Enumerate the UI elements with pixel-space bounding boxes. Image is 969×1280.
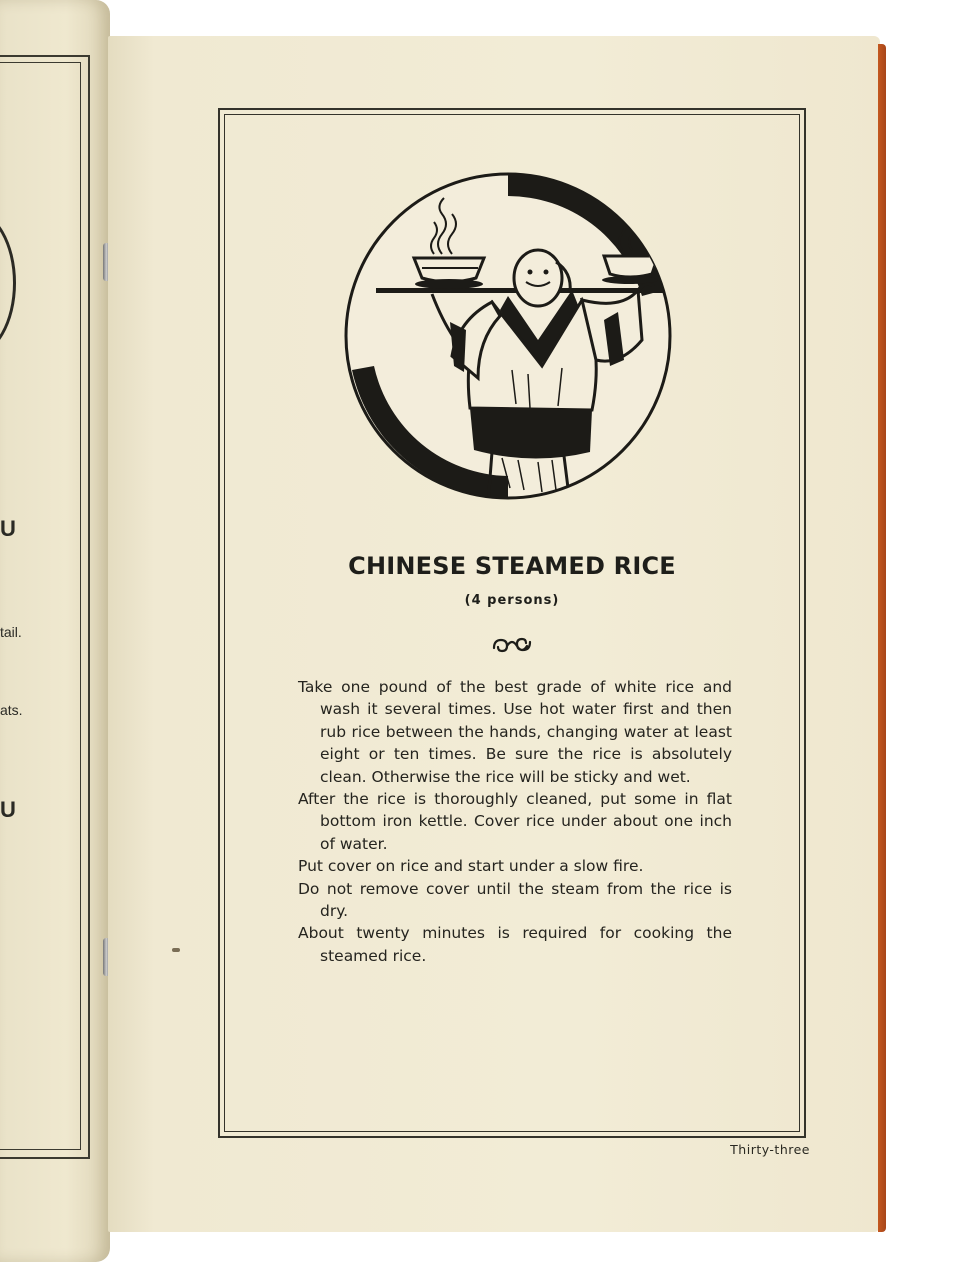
left-page [0,0,110,1262]
left-page-inner-border [0,62,81,1150]
waiter-illustration [342,170,674,504]
instruction-step: Do not remove cover until the steam from the rice is dry. [298,879,732,921]
left-page-fragment: U [0,516,16,541]
left-page-fragment: ats. [0,702,23,718]
recipe-serving-size: (4 persons) [464,593,560,608]
cover-edge [878,44,886,1232]
paper-speck [172,948,180,952]
instruction-step: Put cover on rice and start under a slow fire. [298,857,644,876]
recipe-instructions [298,676,732,967]
instruction-step: About twenty minutes is required for cooking the steamed rice. [298,924,732,965]
ornament-icon [490,632,534,658]
left-page-fragment: U [0,797,16,822]
page-number: Thirty-three [730,1142,810,1157]
left-page-fragment: tail. [0,624,22,640]
instruction-step: After the rice is thoroughly cleaned, put some in flat bottom iron kettle. Cover rice under about one inch of water. [298,790,732,853]
recipe-title: CHINESE STEAMED RICE [348,552,676,580]
instruction-step: Take one pound of the best grade of white rice and wash it several times. Use hot water first and then rub rice between the hands, changing water at least eight or ten times. Be sure the rice is absolutely clean. Otherwise the rice will be sticky and wet. [298,678,732,786]
